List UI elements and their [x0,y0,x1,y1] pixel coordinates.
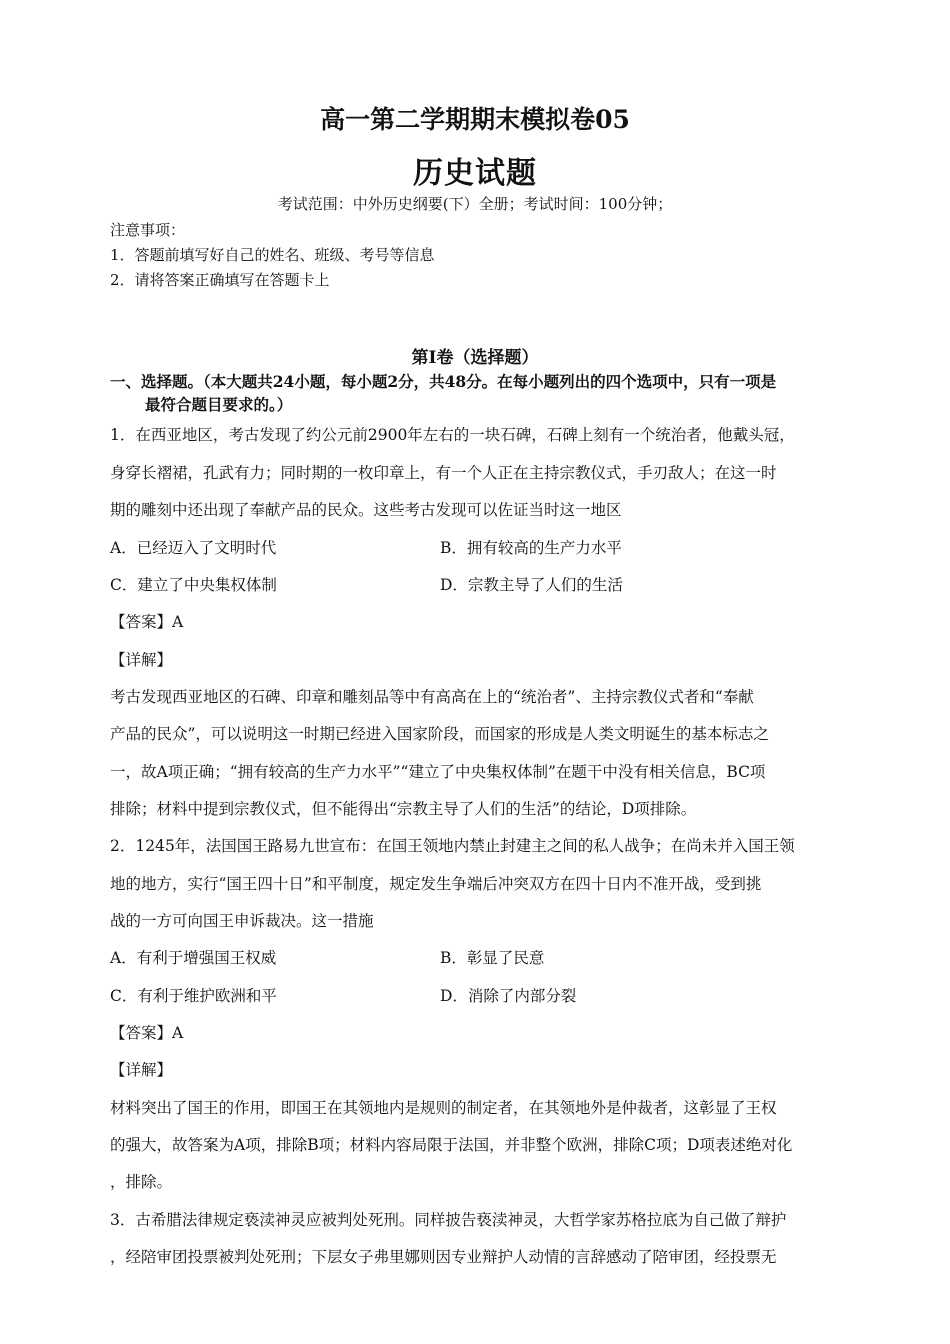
section-instruction-cont: 最符合题目要求的。） [145,395,293,414]
option-a: A．已经迈入了文明时代 [110,539,277,557]
detail-text: 材料突出了国王的作用，即国王在其领地内是规则的制定者，在其领地外是仲裁者，这彰显了王权 [110,1099,777,1117]
detail-text: ，排除。 [110,1173,173,1191]
subject-title: 历史试题 [413,156,537,191]
option-b: B．彰显了民意 [440,949,545,967]
option-d: D．宗教主导了人们的生活 [440,576,623,594]
section-title: 第I卷（选择题） [411,348,539,368]
detail-text: 考古发现西亚地区的石碑、印章和雕刻品等中有高高在上的“统治者”、主持宗教仪式者和“奉献 [110,688,754,706]
detail-text: 的强大，故答案为A项，排除B项；材料内容局限于法国，并非整个欧洲，排除C项；D项表述绝对化 [110,1136,793,1154]
question-stem: 战的一方可向国王申诉裁决。这一措施 [110,912,374,930]
answer-label: 【答案】A [110,613,184,631]
question-stem: 期的雕刻中还出现了奉献产品的民众。这些考古发现可以佐证当时这一地区 [110,501,622,519]
option-c: C．有利于维护欧洲和平 [110,987,277,1005]
notes-item: 1．答题前填写好自己的姓名、班级、考号等信息 [110,246,435,264]
question-stem: 地的地方，实行“国王四十日”和平制度，规定发生争端后冲突双方在四十日内不准开战，受到挑 [110,875,762,893]
question-stem: 3．古希腊法律规定亵渎神灵应被判处死刑。同样披告亵渎神灵，大哲学家苏格拉底为自己做了辩护 [110,1211,787,1229]
notes-heading: 注意事项： [110,221,186,239]
notes-item: 2．请将答案正确填写在答题卡上 [110,271,330,289]
question-stem: 2．1245年，法国国王路易九世宣布：在国王领地内禁止封建主之间的私人战争；在尚未并入国王领 [110,837,795,855]
exam-title: 高一第二学期期末模拟卷05 [320,105,630,134]
detail-text: 一，故A项正确；“拥有较高的生产力水平”“建立了中央集权体制”在题干中没有相关信息，BC项 [110,763,766,781]
question-stem: 1．在西亚地区，考古发现了约公元前2900年左右的一块石碑，石碑上刻有一个统治者，他戴头冠， [110,426,795,444]
answer-label: 【答案】A [110,1024,184,1042]
exam-scope: 考试范围：中外历史纲要(下）全册；考试时间：100分钟； [277,195,673,213]
detail-label: 【详解】 [110,651,173,669]
option-b: B．拥有较高的生产力水平 [440,539,622,557]
section-instruction: 一、选择题。（本大题共24小题，每小题2分，共48分。在每小题列出的四个选项中，只有一项是 [110,372,777,391]
detail-text: 产品的民众”，可以说明这一时期已经进入国家阶段，而国家的形成是人类文明诞生的基本标志之 [110,725,769,743]
detail-text: 排除；材料中提到宗教仪式，但不能得出“宗教主导了人们的生活”的结论，D项排除。 [110,800,697,818]
detail-label: 【详解】 [110,1061,173,1079]
option-c: C．建立了中央集权体制 [110,576,277,594]
option-a: A．有利于增强国王权威 [110,949,277,967]
question-stem: ，经陪审团投票被判处死刑；下层女子弗里娜则因专业辩护人动情的言辞感动了陪审团，经投票无 [110,1248,777,1266]
question-stem: 身穿长褶裙，孔武有力；同时期的一枚印章上，有一个人正在主持宗教仪式，手刃敌人；在这一时 [110,464,777,482]
option-d: D．消除了内部分裂 [440,987,577,1005]
